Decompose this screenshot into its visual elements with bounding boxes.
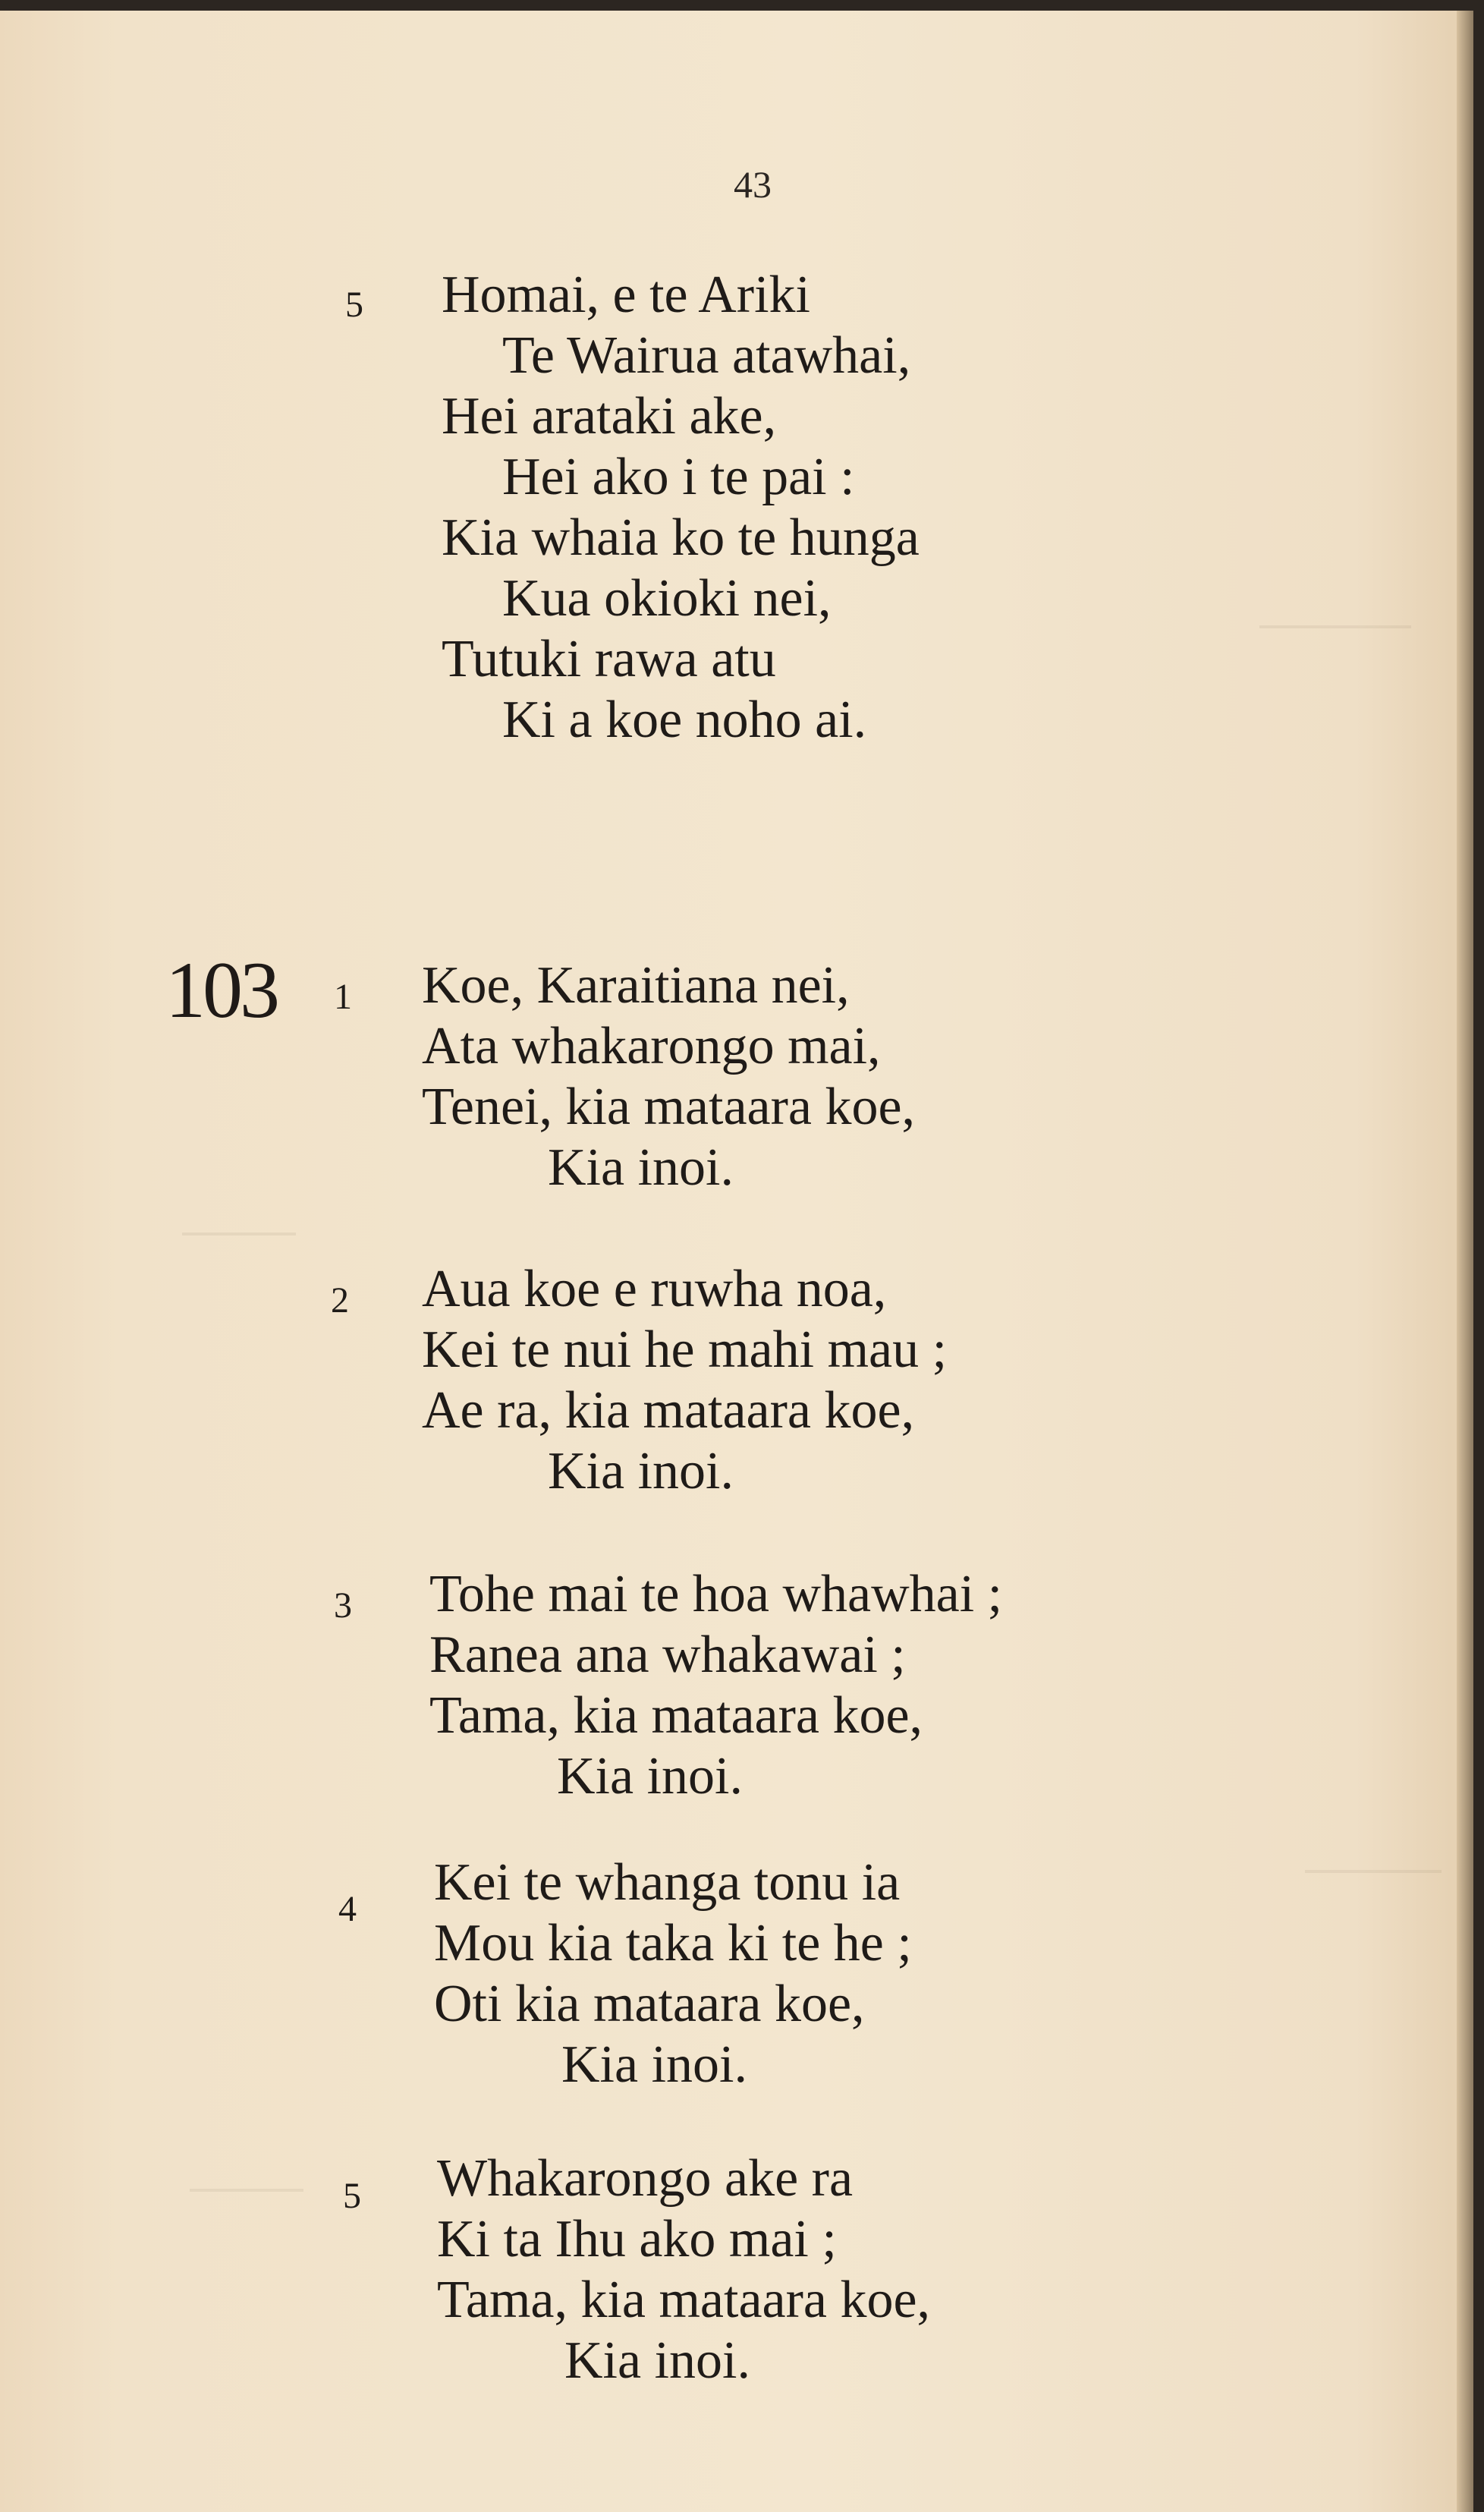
lyric-line: Homai, e te Ariki <box>442 266 811 324</box>
lyric-line: Ae ra, kia mataara koe, <box>422 1381 915 1440</box>
show-through-mark <box>1305 1817 1442 1873</box>
show-through-mark <box>182 1179 296 1236</box>
lyric-line: Kia inoi. <box>548 1442 734 1500</box>
lyric-line: Tohe mai te hoa whawhai ; <box>429 1565 1003 1623</box>
show-through-mark <box>1259 572 1411 628</box>
lyric-line: Kia inoi. <box>557 1747 743 1805</box>
verse-number: 4 <box>338 1889 357 1929</box>
lyric-line: Tama, kia mataara koe, <box>437 2271 931 2329</box>
lyric-line: Kua okioki nei, <box>502 569 832 628</box>
lyric-line: Whakarongo ake ra <box>437 2149 854 2208</box>
page-number: 43 <box>734 163 772 206</box>
lyric-line: Ki a koe noho ai. <box>502 691 867 749</box>
hymn-number: 103 <box>165 946 277 1034</box>
lyric-line: Aua koe e ruwha noa, <box>422 1260 887 1318</box>
lyric-line: Oti kia mataara koe, <box>434 1975 865 2033</box>
lyric-line: Tama, kia mataara koe, <box>429 1686 923 1745</box>
verse-number: 1 <box>334 977 352 1017</box>
lyric-line: Ata whakarongo mai, <box>422 1017 881 1075</box>
verse-number: 3 <box>334 1585 352 1626</box>
lyric-line: Koe, Karaitiana nei, <box>422 956 850 1015</box>
lyric-line: Ranea ana whakawai ; <box>429 1626 906 1684</box>
lyric-line: Ki ta Ihu ako mai ; <box>437 2210 837 2268</box>
book-page <box>0 11 1473 2512</box>
lyric-line: Tenei, kia mataara koe, <box>422 1078 916 1136</box>
page-gutter-shadow <box>1457 11 1473 2512</box>
verse-number: 5 <box>343 2176 361 2216</box>
lyric-line: Kia whaia ko te hunga <box>442 508 920 567</box>
lyric-line: Mou kia taka ki te he ; <box>434 1914 912 1972</box>
lyric-line: Hei arataki ake, <box>442 387 777 445</box>
verse-number: 2 <box>331 1280 349 1321</box>
lyric-line: Tutuki rawa atu <box>442 630 776 688</box>
lyric-line: Kei te nui he mahi mau ; <box>422 1321 948 1379</box>
show-through-mark <box>190 2136 303 2192</box>
lyric-line: Kia inoi. <box>561 2035 747 2094</box>
lyric-line: Hei ako i te pai : <box>502 448 855 506</box>
lyric-line: Kia inoi. <box>564 2331 750 2390</box>
lyric-line: Kei te whanga tonu ia <box>434 1853 901 1912</box>
lyric-line: Te Wairua atawhai, <box>502 326 911 385</box>
lyric-line: Kia inoi. <box>548 1138 734 1197</box>
verse-number: 5 <box>345 285 363 325</box>
